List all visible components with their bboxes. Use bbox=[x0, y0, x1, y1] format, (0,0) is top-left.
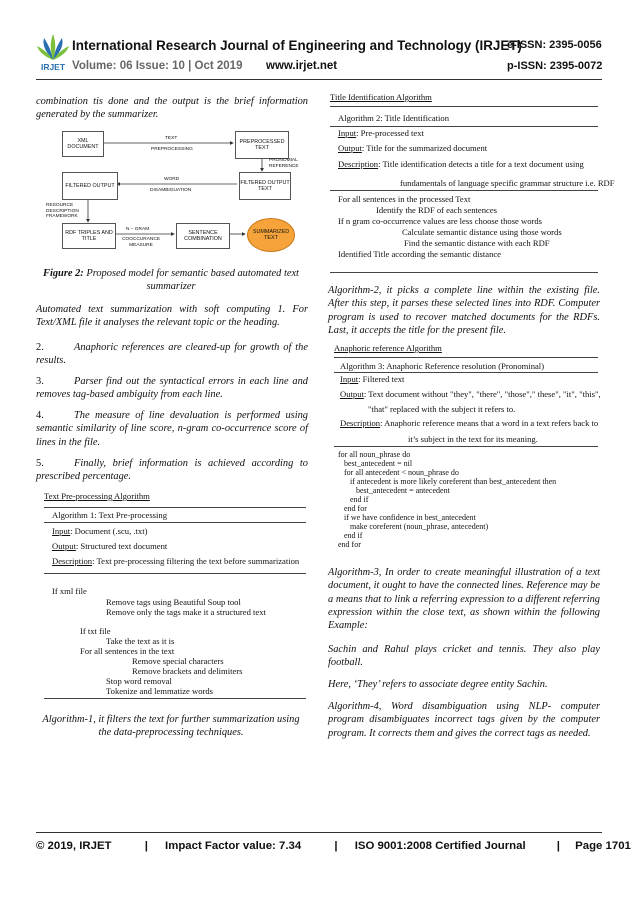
rdf-triples-box: RDF TRIPLES AND TITLE bbox=[62, 223, 116, 249]
algorithm-2-line: Identify the RDF of each sentences bbox=[376, 205, 497, 215]
journal-title: International Research Journal of Engineering and Technology (IRJET) bbox=[72, 38, 522, 53]
footer-separator: | bbox=[334, 840, 338, 852]
footer-separator: | bbox=[144, 840, 148, 852]
label-text: TEXT bbox=[165, 136, 178, 141]
figure-caption bbox=[40, 267, 302, 293]
algorithm-2-output: Output: Title for the summarized document bbox=[338, 143, 488, 153]
algorithm-2-box bbox=[330, 92, 615, 278]
algorithm-3-line: best_antecedent = antecedent bbox=[356, 486, 450, 495]
label-preprocessing: PREPROCESSING bbox=[151, 147, 193, 152]
algorithm-1-line: Remove only the tags make it a structured text bbox=[106, 607, 266, 617]
algorithm-1-line: If txt file bbox=[80, 626, 111, 636]
algorithm-3-line: for all antecedent < noun_phrase do bbox=[344, 468, 459, 477]
algorithm-3-line: for all noun_phrase do bbox=[338, 450, 411, 459]
intro-paragraph: combination tis done and the output is the brief information generated by the summarizer. bbox=[36, 96, 308, 121]
algorithm-2-line: If n gram co-occurrence values are less choose those words bbox=[338, 216, 543, 226]
algorithm-3-line: if antecedent is more likely coreferent than best_antecedent then bbox=[350, 477, 557, 486]
paragraph-algorithm-4: Algorithm-4, Word disambiguation using NLP- computer program disambiguates incorrect tags given by the computer program. It corrects them and gives the correct tags as needed. bbox=[328, 701, 600, 739]
footer-rule bbox=[36, 832, 602, 833]
algorithm-1-line: If xml file bbox=[52, 586, 87, 596]
algorithm-3-line: if we have confidence in best_antecedent bbox=[344, 513, 476, 522]
paragraph-here: Here, ‘They’ refers to associate degree entity Sachin. bbox=[328, 679, 548, 690]
algorithm-3-title: Algorithm 3: Anaphoric Reference resolution (Pronominal) bbox=[340, 361, 545, 371]
algorithm-1-heading: Text Pre-processing Algorithm bbox=[44, 491, 150, 501]
algorithm-1-line: Stop word removal bbox=[106, 676, 172, 686]
algorithm-3-output: Output: Text document without "they", "there", "those"," these", "it", "this", bbox=[340, 389, 601, 399]
algorithm-2-line: Find the semantic distance with each RDF bbox=[404, 238, 550, 248]
algorithm-3-heading: Anaphoric reference Algorithm bbox=[334, 343, 442, 353]
algorithm-2-line: Calculate semantic distance using those words bbox=[402, 227, 562, 237]
e-issn: e-ISSN: 2395-0056 bbox=[507, 39, 602, 51]
footer-copyright: © 2019, IRJET bbox=[36, 840, 112, 852]
algorithm-1-line: Remove brackets and delimiters bbox=[132, 666, 243, 676]
preprocessed-text-box: PREPROCESSED TEXT bbox=[235, 131, 289, 159]
algorithm-2-title: Algorithm 2: Title Identification bbox=[338, 113, 449, 123]
algorithm-1-line: Remove tags using Beautiful Soup tool bbox=[106, 597, 241, 607]
footer-iso: ISO 9001:2008 Certified Journal bbox=[354, 840, 526, 852]
header-rule bbox=[36, 79, 602, 80]
algorithm-3-input: Input: Filtered text bbox=[340, 374, 405, 384]
algorithm-1-caption: Algorithm-1, it filters the text for further summarization using the data-preprocessing techniques. bbox=[42, 714, 300, 738]
logo-text: IRJET bbox=[40, 62, 66, 72]
algorithm-3-description: Description: Anaphoric reference means that a word in a text refers back to bbox=[340, 418, 599, 428]
algorithm-3-line: make coreferent (noun_phrase, antecedent) bbox=[350, 522, 489, 531]
page-footer bbox=[36, 840, 631, 852]
paragraph-algorithm-3: Algorithm-3, In order to create meaningful illustration of a text document, it ought to have the connected lines. Reference may be a means that to link a referring expression to a different referring expression within the close text, as shown within the following Example: bbox=[328, 567, 600, 632]
algorithm-2-line: For all sentences in the processed Text bbox=[338, 194, 471, 204]
paragraph-example: Sachin and Rahul plays cricket and tennis. They also play football. bbox=[328, 644, 600, 669]
algorithm-1-output: Output: Structured text document bbox=[52, 541, 168, 551]
algorithm-2-input: Input: Pre-processed text bbox=[338, 128, 424, 138]
figure-caption-text: Proposed model for semantic based automated text summarizer bbox=[86, 268, 299, 292]
algorithm-3-line: end if bbox=[344, 531, 363, 540]
sentence-combination-box: SENTENCE COMBINATION bbox=[176, 223, 230, 249]
paragraph-summary-1: Automated text summarization with soft computing 1. For Text/XML file it analyses the relevant topic or the heading. bbox=[36, 304, 308, 329]
p-issn: p-ISSN: 2395-0072 bbox=[507, 60, 603, 72]
algorithm-2-heading: Title Identification Algorithm bbox=[330, 92, 432, 102]
list-item: 4. The measure of line devaluation is performed using semantic similarity of line score, n-gram co-occurrence score of lines in the file. bbox=[36, 410, 308, 448]
list-item: 5. Finally, brief information is achieved according to prescribed percentage. bbox=[36, 458, 308, 483]
algorithm-2-description-cont: fundamentals of language specific grammar structure i.e. RDF bbox=[400, 178, 615, 188]
algorithm-3-line: end for bbox=[344, 504, 367, 513]
algorithm-1-line: Remove special characters bbox=[132, 656, 224, 666]
algorithm-3-box bbox=[334, 343, 601, 553]
proposed-model-figure bbox=[40, 126, 300, 256]
footer-page-number: Page 1701 bbox=[575, 840, 631, 852]
algorithm-1-description: Description: Text pre-processing filtering the text before summarization bbox=[52, 556, 300, 566]
filtered-output-box: FILTERED OUTPUT bbox=[62, 172, 118, 200]
algorithm-3-line: end for bbox=[338, 540, 361, 549]
filtered-output-text-box: FILTERED OUTPUT TEXT bbox=[239, 172, 291, 200]
algorithm-1-title: Algorithm 1: Text Pre-processing bbox=[52, 510, 167, 520]
algorithm-1-input: Input: Document (.scu, .txt) bbox=[52, 526, 148, 536]
label-ngram: N – GRAM bbox=[126, 227, 150, 232]
figure-caption-label: Figure 2: bbox=[43, 268, 84, 279]
list-item: 3. Parser find out the syntactical errors in each line and removes tag-based ambiguity from each line. bbox=[36, 376, 308, 401]
algorithm-3-output-cont: "that" replaced with the subject it refers to. bbox=[368, 404, 516, 414]
algorithm-3-line: best_antecedent = nil bbox=[344, 459, 413, 468]
paragraph-algorithm-2: Algorithm-2, it picks a complete line within the existing file. After this step, it parses these selected lines into RDF. Computer program is used to recover matched documents for the RDFs. Last, it accepts the title for the present file. bbox=[328, 285, 600, 336]
algorithm-3-description-cont: it’s subject in the text for its meaning. bbox=[408, 434, 538, 444]
algorithm-2-description: Description: Title identification detects a title for a text document using bbox=[338, 159, 584, 169]
label-word: WORD bbox=[164, 177, 180, 182]
list-item: 2. Anaphoric references are cleared-up for growth of the results. bbox=[36, 342, 308, 367]
algorithm-1-line: Tokenize and lemmatize words bbox=[106, 686, 214, 696]
algorithm-1-line: Take the text as it is bbox=[106, 636, 175, 646]
algorithm-1-box bbox=[44, 491, 306, 701]
xml-document-box: XML DOCUMENT bbox=[62, 131, 104, 157]
label-cooccurance: COOCCURANCE MEASURE bbox=[121, 237, 161, 248]
algorithm-1-line: For all sentences in the text bbox=[80, 646, 175, 656]
summarized-text-box: SUMMARIZED TEXT bbox=[247, 218, 295, 252]
journal-logo bbox=[36, 32, 70, 76]
journal-website-link[interactable]: www.irjet.net bbox=[266, 60, 338, 72]
label-resource: RESOURCE DESCRIPTION FRAMEWORK bbox=[46, 203, 79, 219]
footer-impact-factor: Impact Factor value: 7.34 bbox=[165, 840, 302, 852]
algorithm-2-line: Identified Title according the semantic distance bbox=[338, 249, 501, 259]
algorithm-3-line: end if bbox=[350, 495, 369, 504]
label-disambiguation: DISAMBIGUATION bbox=[150, 188, 192, 193]
footer-separator: | bbox=[556, 840, 560, 852]
volume-issue: Volume: 06 Issue: 10 | Oct 2019 bbox=[72, 60, 243, 72]
label-pronominal: PRONOMIAL REFERENCE bbox=[269, 158, 299, 169]
